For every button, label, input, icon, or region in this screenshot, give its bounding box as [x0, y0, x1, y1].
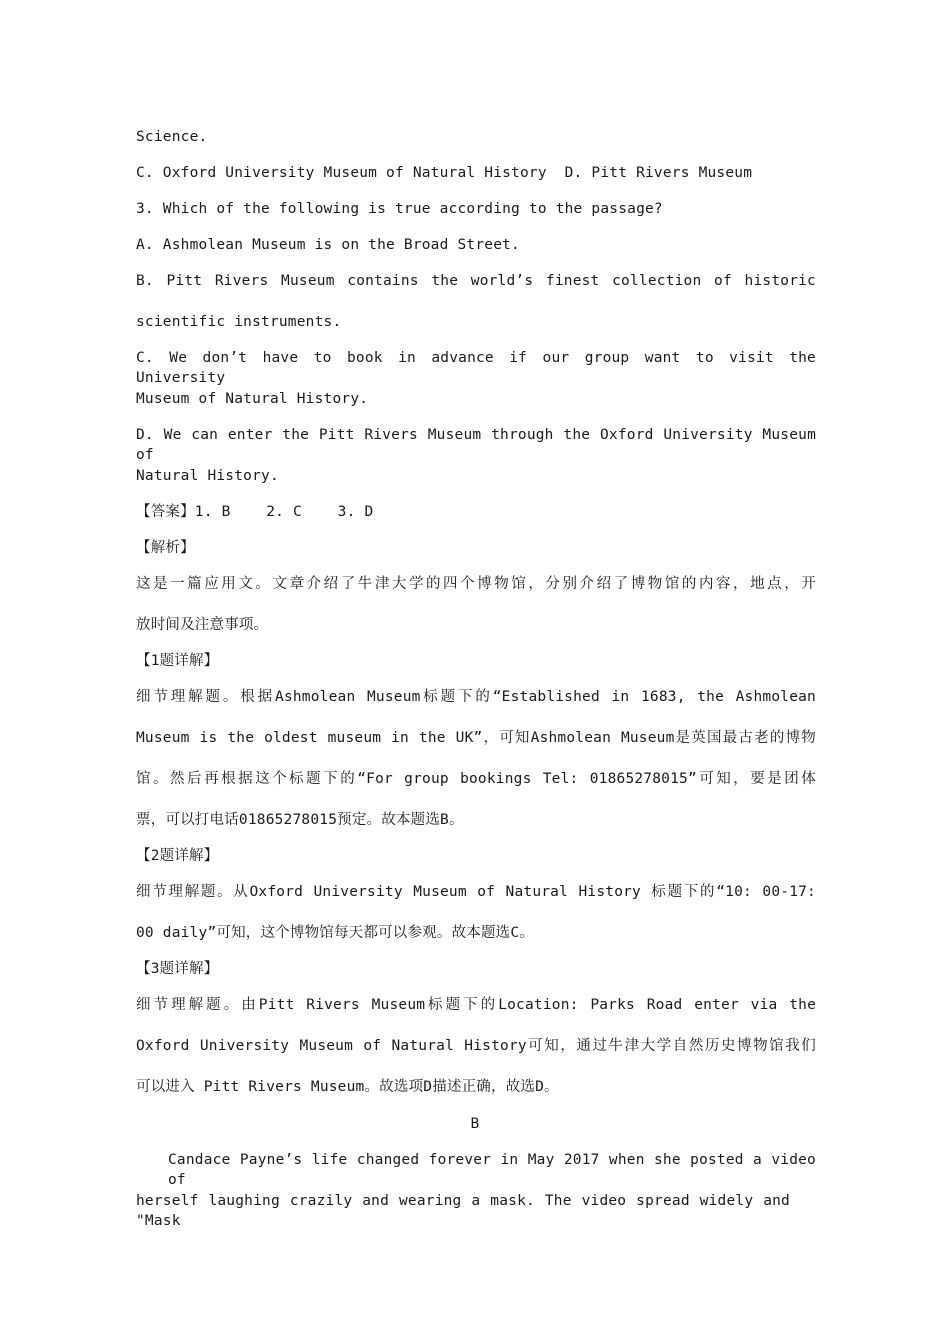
- text-line: Oxford University Museum of Natural History可知，通过牛津大学自然历史博物馆我们: [136, 1038, 816, 1054]
- question-line: 3. Which of the following is true according to the passage?: [136, 201, 663, 217]
- passage-heading: B: [470, 1116, 480, 1132]
- answer-line: 【答案】1. B 2. C 3. D: [136, 504, 374, 520]
- section-heading: 【解析】: [136, 540, 195, 556]
- option-line: Natural History.: [136, 468, 279, 484]
- text-line: 00 daily”可知，这个博物馆每天都可以参观。故本题选C。: [136, 925, 534, 941]
- option-line: C. We don’t have to book in advance if our group want to visit the University: [136, 350, 816, 386]
- text-line: 细节理解题。根据Ashmolean Museum标题下的“Established in 1683, the Ashmolean: [136, 689, 816, 705]
- passage-line: herself laughing crazily and wearing a mask. The video spread widely and "Mask: [136, 1193, 790, 1229]
- text-line: 可以进入 Pitt Rivers Museum。故选项D描述正确，故选D。: [136, 1079, 559, 1095]
- section-heading: 【3题详解】: [136, 961, 219, 977]
- option-line: C. Oxford University Museum of Natural History D. Pitt Rivers Museum: [136, 165, 753, 181]
- text-line: 馆。然后再根据这个标题下的“For group bookings Tel: 01865278015”可知，要是团体: [136, 771, 816, 787]
- section-heading: 【2题详解】: [136, 848, 219, 864]
- option-line: D. We can enter the Pitt Rivers Museum through the Oxford University Museum of: [136, 427, 816, 463]
- text-line: 票，可以打电话01865278015预定。故本题选B。: [136, 812, 464, 828]
- passage-line: Candace Payne’s life changed forever in May 2017 when she posted a video of: [168, 1152, 816, 1188]
- text-line: 这是一篇应用文。文章介绍了牛津大学的四个博物馆，分别介绍了博物馆的内容，地点，开: [136, 576, 816, 592]
- text-line: 细节理解题。从Oxford University Museum of Natural History 标题下的“10: 00-17:: [136, 884, 816, 900]
- option-line: Museum of Natural History.: [136, 391, 369, 407]
- option-line: B. Pitt Rivers Museum contains the world’s finest collection of historic: [136, 273, 816, 289]
- option-line: scientific instruments.: [136, 314, 342, 330]
- text-line: 放时间及注意事项。: [136, 617, 269, 633]
- section-heading: 【1题详解】: [136, 653, 219, 669]
- text-line: Science.: [136, 129, 208, 145]
- option-line: A. Ashmolean Museum is on the Broad Street.: [136, 237, 520, 253]
- text-line: 细节理解题。由Pitt Rivers Museum标题下的Location: Parks Road enter via the: [136, 997, 816, 1013]
- text-line: Museum is the oldest museum in the UK”，可知Ashmolean Museum是英国最古老的博物: [136, 730, 816, 746]
